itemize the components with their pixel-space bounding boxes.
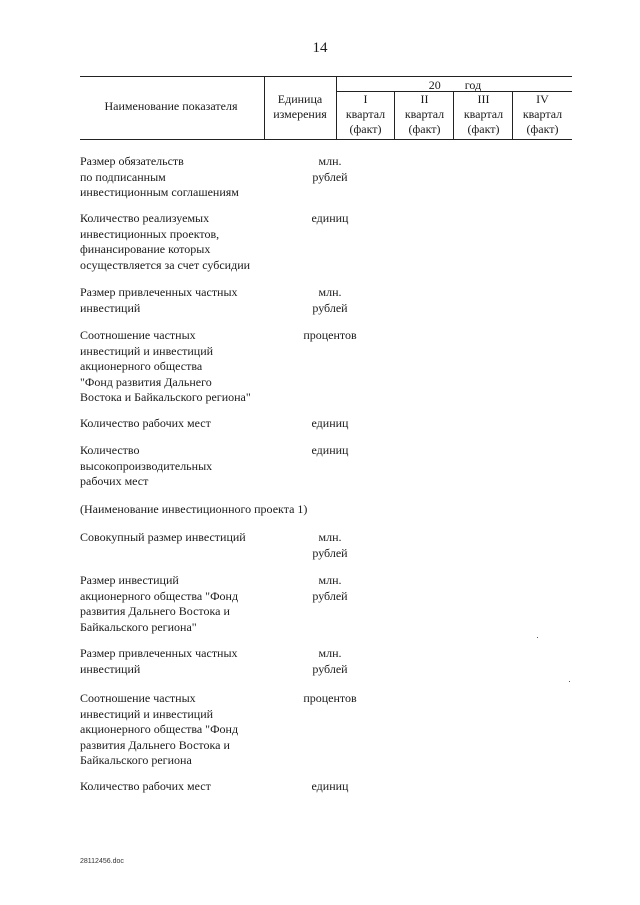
header-quarter-1 [337,92,394,137]
scan-speck [537,637,538,638]
row-unit: млн. рублей [312,573,348,603]
header-quarter-4 [514,92,571,137]
header-bottom-rule [80,139,572,140]
header-divider-q3 [453,91,454,139]
row-unit: процентов [303,691,357,705]
row-label: Соотношение частных инвестиций и инвестиций акционерного общества "Фонд развития Дальнего Востока и Байкальского региона [80,691,239,768]
row-label: Количество рабочих мест [80,779,211,793]
quarter-word: квартал [345,107,386,121]
row-label: Совокупный размер инвестиций [80,530,246,544]
quarter-roman: III [477,92,490,106]
header-unit-line1: Единица [277,92,323,106]
header-divider-q4 [512,91,513,139]
footer-filename: 28112456.doc [80,858,124,865]
quarter-fact: (факт) [526,122,559,136]
row-label: (Наименование инвестиционного проекта 1) [80,502,308,516]
page-number: 14 [312,40,328,56]
header-unit [264,92,336,122]
row-label: Размер привлеченных частных инвестиций [80,285,238,315]
row-label: Размер обязательств по подписанным инвестиционным соглашениям [80,154,239,200]
row-unit: единиц [311,211,349,225]
row-unit: млн. рублей [312,530,348,560]
header-year-word: год [464,78,482,92]
row-label: Соотношение частных инвестиций и инвестиций акционерного общества "Фонд развития Дальнего Востока и Байкальского региона" [80,328,251,405]
row-unit: млн. рублей [312,646,348,676]
header-quarter-3 [455,92,512,137]
header-year [400,78,510,93]
header-year-number: 20 [428,78,441,92]
header-unit-line2: измерения [273,107,327,121]
header-quarter-2 [396,92,453,137]
row-label: Количество реализуемых инвестиционных проектов, финансирование которых осуществляется за счет субсидии [80,211,251,272]
header-indicator-name: Наименование показателя [104,99,238,113]
scan-speck [569,681,570,682]
quarter-roman: I [363,92,368,106]
quarter-roman: II [420,92,429,106]
quarter-word: квартал [463,107,504,121]
row-unit: единиц [311,416,349,430]
quarter-fact: (факт) [467,122,500,136]
quarter-fact: (факт) [349,122,382,136]
row-label: Размер привлеченных частных инвестиций [80,646,238,676]
header-top-rule [80,76,572,77]
row-label: Количество высокопроизводительных рабочих мест [80,443,213,489]
quarter-roman: IV [536,92,549,106]
row-unit: процентов [303,328,357,342]
row-unit: млн. рублей [312,285,348,315]
row-unit: млн. рублей [312,154,348,184]
quarter-word: квартал [404,107,445,121]
row-unit: единиц [311,443,349,457]
row-label: Количество рабочих мест [80,416,211,430]
quarter-word: квартал [522,107,563,121]
quarter-fact: (факт) [408,122,441,136]
header-divider-q2 [394,91,395,139]
row-unit: единиц [311,779,349,793]
row-label: Размер инвестиций акционерного общества "Фонд развития Дальнего Востока и Байкальского региона" [80,573,239,634]
